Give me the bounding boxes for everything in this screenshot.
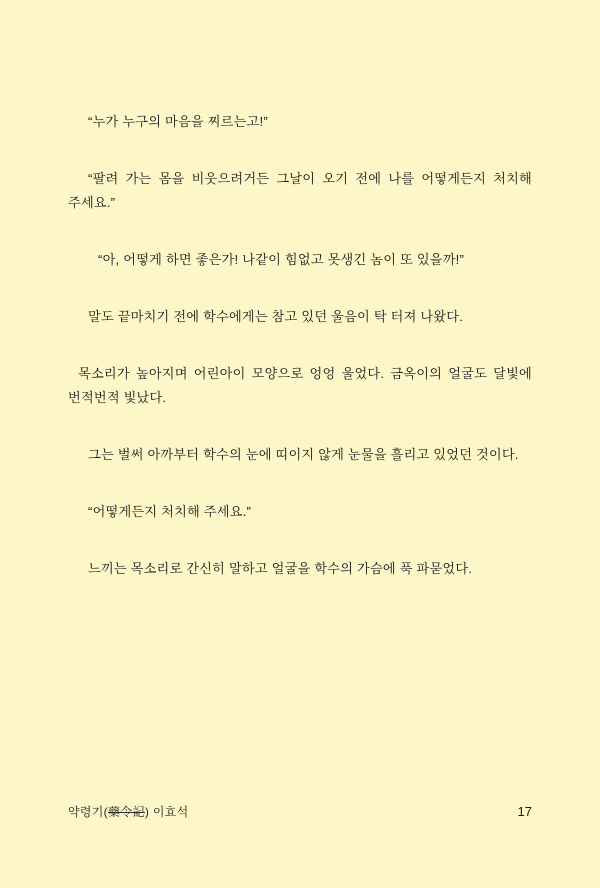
- paragraph: “어떻게든지 처치해 주세요.”: [88, 504, 252, 520]
- body-text: [68, 110, 532, 614]
- page-footer: [68, 803, 532, 820]
- paragraph: 말도 끝마치기 전에 학수에게는 참고 있던 울음이 탁 터져 나왔다.: [88, 309, 464, 325]
- footer-title: [68, 803, 189, 820]
- paragraph: “누가 누구의 마음을 찌르는고!”: [88, 114, 268, 129]
- page-number: 17: [517, 804, 532, 819]
- footer-title-prefix: 약령기(: [68, 805, 108, 819]
- paragraph: 그는 벌써 아까부터 학수의 눈에 띠이지 않게 눈물을 흘리고 있었던 것이다.: [88, 447, 519, 463]
- paragraph: “아, 어떻게 하면 좋은가! 나같이 힘없고 못생긴 놈이 또 있을까!”: [98, 252, 465, 268]
- paragraph: 목소리가 높아지며 어린아이 모양으로 엉엉 울었다. 금옥이의 얼굴도 달빛에 번적번적 빛났다.: [68, 366, 532, 406]
- footer-title-suffix: ) 이효석: [144, 805, 189, 819]
- footer-title-hanja: 藥令記: [107, 805, 145, 819]
- paragraph: 느끼는 목소리로 간신히 말하고 얼굴을 학수의 가슴에 푹 파묻었다.: [88, 561, 473, 577]
- paragraph: “팔려 가는 몸을 비웃으려거든 그날이 오기 전에 나를 어떻게든지 처치해 주세요.”: [68, 171, 532, 211]
